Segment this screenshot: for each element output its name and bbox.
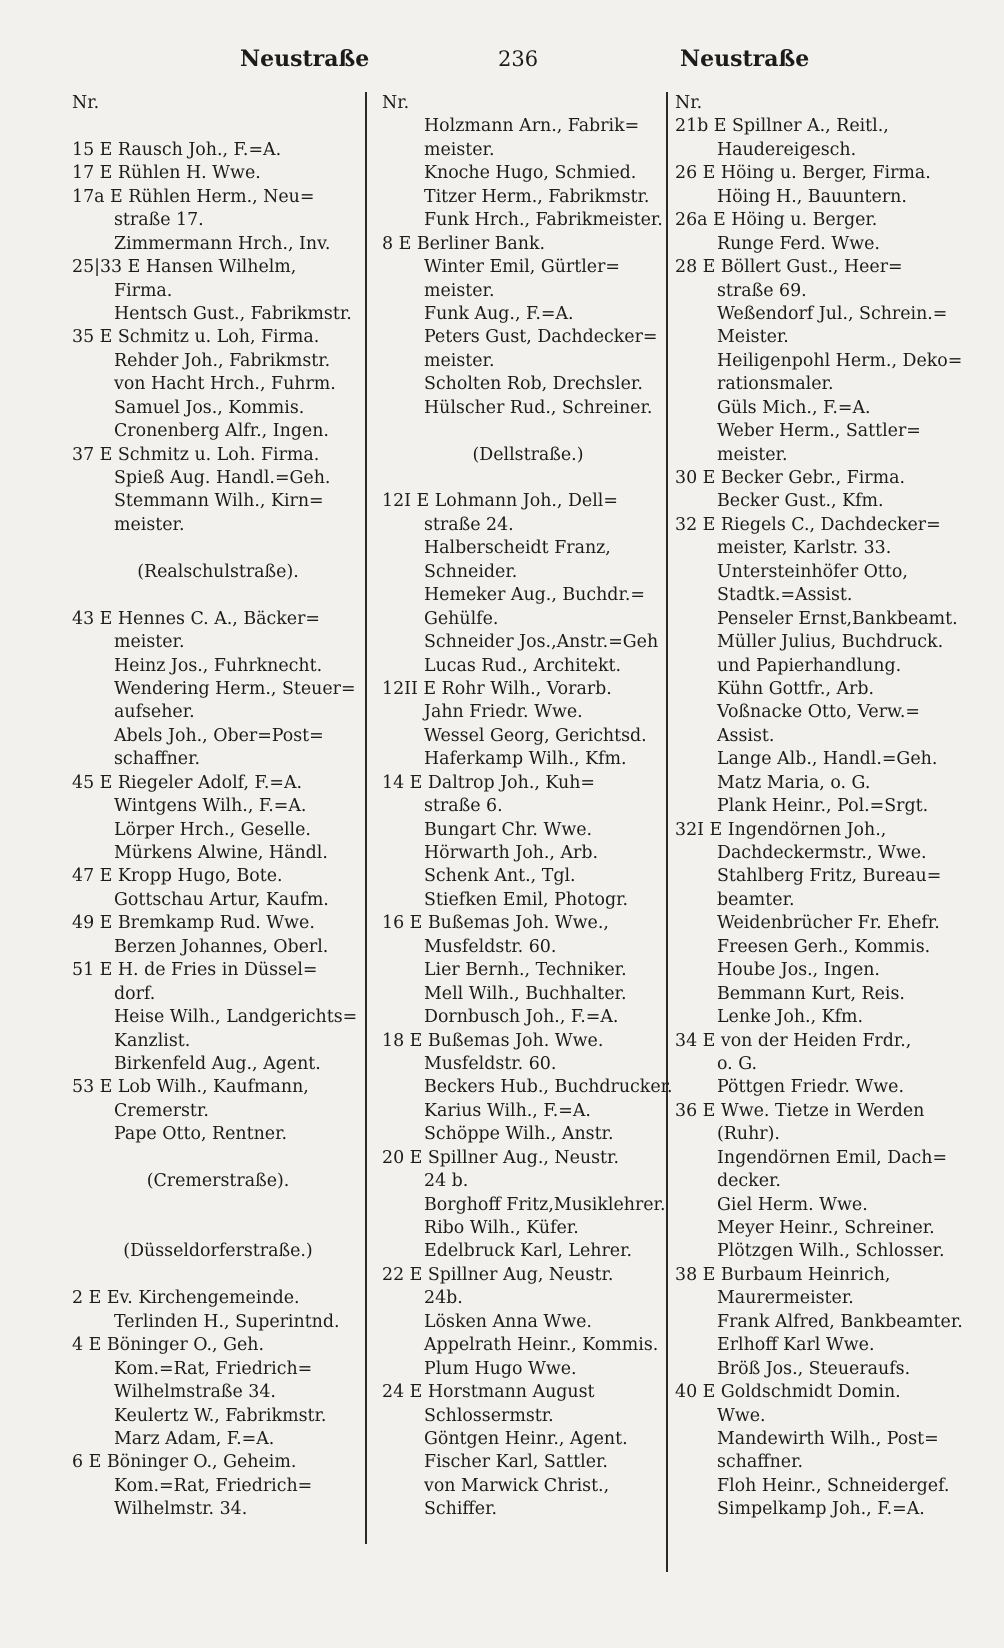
resident-line: meister. xyxy=(424,139,495,160)
resident-line: straße 17. xyxy=(114,210,204,231)
house-entry: 17a E Rühlen Herm., Neu= xyxy=(72,186,315,207)
house-entry: 47 E Kropp Hugo, Bote. xyxy=(72,866,283,887)
resident-line: Titzer Herm., Fabrikmstr. xyxy=(424,186,650,207)
resident-line: Pöttgen Friedr. Wwe. xyxy=(717,1077,904,1098)
house-entry: 30 E Becker Gebr., Firma. xyxy=(675,468,905,488)
house-entry: 49 E Bremkamp Rud. Wwe. xyxy=(72,913,315,934)
resident-line: Lange Alb., Handl.=Geh. xyxy=(717,749,938,770)
spacer xyxy=(72,537,364,560)
house-entry: 6 E Böninger O., Geheim. xyxy=(72,1452,297,1473)
resident-line: Bemmann Kurt, Reis. xyxy=(717,983,905,1004)
resident-line: Erlhoff Karl Wwe. xyxy=(717,1335,875,1356)
house-entry: 36 E Wwe. Tietze in Werden xyxy=(675,1100,925,1121)
column-label: Nr. xyxy=(72,93,100,113)
resident-line: Beckers Hub., Buchdrucker. xyxy=(424,1077,673,1098)
resident-line: Kühn Gottfr., Arb. xyxy=(717,678,875,699)
resident-line: schaffner. xyxy=(114,749,201,770)
resident-line: Lucas Rud., Architekt. xyxy=(424,655,622,676)
resident-line: Göntgen Heinr., Agent. xyxy=(424,1428,628,1449)
resident-line: Floh Heinr., Schneidergef. xyxy=(717,1475,950,1496)
house-entry: 32I E Ingendörnen Joh., xyxy=(675,819,887,840)
resident-line: Weßendorf Jul., Schrein.= xyxy=(717,303,948,324)
house-entry: 26a E Höing u. Berger. xyxy=(675,210,878,231)
resident-line: Becker Gust., Kfm. xyxy=(717,491,884,512)
resident-line: 24b. xyxy=(424,1288,463,1309)
resident-line: straße 24. xyxy=(424,514,514,535)
resident-line: meister. xyxy=(114,632,185,653)
resident-line: Appelrath Heinr., Kommis. xyxy=(424,1335,659,1356)
resident-line: Kom.=Rat, Friedrich= xyxy=(114,1358,313,1379)
resident-line: meister. xyxy=(424,280,495,301)
resident-line: Ingendörnen Emil, Dach= xyxy=(717,1147,948,1168)
resident-line: beamter. xyxy=(717,889,795,910)
house-entry: 25|33 E Hansen Wilhelm, xyxy=(72,257,297,278)
house-entry: 12I E Lohmann Joh., Dell= xyxy=(382,491,618,512)
resident-line: Knoche Hugo, Schmied. xyxy=(424,163,637,184)
resident-line: Haudereigesch. xyxy=(717,139,857,160)
house-entry: 53 E Lob Wilh., Kaufmann, xyxy=(72,1077,309,1098)
resident-line: Freesen Gerh., Kommis. xyxy=(717,936,931,957)
spacer xyxy=(382,467,674,490)
resident-line: Schlossermstr. xyxy=(424,1405,554,1426)
resident-line: Meister. xyxy=(717,327,789,348)
resident-line: straße 6. xyxy=(424,796,503,817)
resident-line: decker. xyxy=(717,1171,781,1192)
resident-line: Hemeker Aug., Buchdr.= xyxy=(424,585,645,606)
house-entry: 2 E Ev. Kirchengemeinde. xyxy=(72,1288,300,1309)
column-rule-1 xyxy=(365,92,367,1544)
house-entry: 45 E Riegeler Adolf, F.=A. xyxy=(72,772,303,793)
resident-line: Cremerstr. xyxy=(114,1100,209,1121)
resident-line: Lier Bernh., Techniker. xyxy=(424,960,627,981)
running-head-right: Neustraße xyxy=(680,46,810,72)
resident-line: Wendering Herm., Steuer= xyxy=(114,678,356,699)
resident-line: Ribo Wilh., Küfer. xyxy=(424,1218,579,1238)
spacer xyxy=(382,420,674,443)
resident-line: schaffner. xyxy=(717,1452,804,1473)
resident-line: Lösken Anna Wwe. xyxy=(424,1311,592,1332)
resident-line: meister, Karlstr. 33. xyxy=(717,538,892,559)
resident-line: Weidenbrücher Fr. Ehefr. xyxy=(717,913,940,934)
resident-line: Lörper Hrch., Geselle. xyxy=(114,819,311,840)
resident-line: Musfeldstr. 60. xyxy=(424,936,557,957)
house-entry: 38 E Burbaum Heinrich, xyxy=(675,1264,891,1285)
resident-line: Wilhelmstraße 34. xyxy=(114,1382,276,1403)
resident-line: meister. xyxy=(424,350,495,371)
spacer xyxy=(72,1147,364,1170)
resident-line: Firma. xyxy=(114,280,173,301)
resident-line: Terlinden H., Superintnd. xyxy=(114,1311,340,1332)
resident-line: Mell Wilh., Buchhalter. xyxy=(424,983,627,1004)
running-head-left: Neustraße xyxy=(240,46,370,72)
resident-line: Samuel Jos., Kommis. xyxy=(114,397,305,418)
resident-line: Cronenberg Alfr., Ingen. xyxy=(114,421,329,442)
resident-line: Karius Wilh., F.=A. xyxy=(424,1100,591,1121)
spacer xyxy=(72,1217,364,1240)
house-entry: 12II E Rohr Wilh., Vorarb. xyxy=(382,678,612,699)
street-heading: (Dellstraße.) xyxy=(472,444,584,465)
resident-line: und Papierhandlung. xyxy=(717,655,902,676)
resident-line: Birkenfeld Aug., Agent. xyxy=(114,1053,321,1074)
resident-line: Stahlberg Fritz, Bureau= xyxy=(717,866,942,887)
resident-line: 24 b. xyxy=(424,1171,469,1192)
resident-line: Plank Heinr., Pol.=Srgt. xyxy=(717,796,929,817)
resident-line: Gottschau Artur, Kaufm. xyxy=(114,889,329,910)
resident-line: Müller Julius, Buchdruck. xyxy=(717,632,944,653)
street-heading: (Realschulstraße). xyxy=(137,561,299,582)
resident-line: Heinz Jos., Fuhrknecht. xyxy=(114,655,323,676)
house-entry: 15 E Rausch Joh., F.=A. xyxy=(72,139,282,160)
resident-line: Wilhelmstr. 34. xyxy=(114,1499,248,1520)
resident-line: Güls Mich., F.=A. xyxy=(717,397,871,418)
resident-line: Stiefken Emil, Photogr. xyxy=(424,889,629,910)
resident-line: Bungart Chr. Wwe. xyxy=(424,819,593,840)
resident-line: Schöppe Wilh., Anstr. xyxy=(424,1124,614,1145)
house-entry: 37 E Schmitz u. Loh. Firma. xyxy=(72,444,320,465)
resident-line: Edelbruck Karl, Lehrer. xyxy=(424,1241,632,1262)
resident-line: Keulertz W., Fabrikmstr. xyxy=(114,1405,327,1426)
house-entry: 32 E Riegels C., Dachdecker= xyxy=(675,514,941,535)
resident-line: von Marwick Christ., xyxy=(424,1475,610,1496)
resident-line: Penseler Ernst,Bankbeamt. xyxy=(717,608,958,629)
house-entry: 14 E Daltrop Joh., Kuh= xyxy=(382,772,595,793)
spacer xyxy=(72,584,364,607)
spacer xyxy=(72,1264,364,1287)
page-number: 236 xyxy=(498,47,539,71)
resident-line: straße 69. xyxy=(717,280,807,301)
house-entry: 17 E Rühlen H. Wwe. xyxy=(72,163,261,184)
resident-line: Maurermeister. xyxy=(717,1288,854,1309)
resident-line: Voßnacke Otto, Verw.= xyxy=(717,702,920,723)
resident-line: rationsmaler. xyxy=(717,374,834,395)
resident-line: Matz Maria, o. G. xyxy=(717,772,871,793)
house-entry: 40 E Goldschmidt Domin. xyxy=(675,1382,901,1403)
house-entry: 28 E Böllert Gust., Heer= xyxy=(675,257,903,278)
resident-line: Giel Herm. Wwe. xyxy=(717,1194,868,1215)
resident-line: Stemmann Wilh., Kirn= xyxy=(114,491,324,512)
house-entry: 16 E Bußemas Joh. Wwe., xyxy=(382,913,609,934)
house-entry: 20 E Spillner Aug., Neustr. xyxy=(382,1147,619,1168)
resident-line: Hülscher Rud., Schreiner. xyxy=(424,397,653,418)
street-heading: (Cremerstraße). xyxy=(146,1171,290,1192)
resident-line: Kanzlist. xyxy=(114,1030,191,1051)
resident-line: meister. xyxy=(114,514,185,535)
resident-line: Heiligenpohl Herm., Deko= xyxy=(717,350,963,371)
resident-line: Dachdeckermstr., Wwe. xyxy=(717,843,927,863)
resident-line: Peters Gust, Dachdecker= xyxy=(424,327,658,348)
resident-line: Halberscheidt Franz, xyxy=(424,538,611,559)
resident-line: Schneider Jos.,Anstr.=Geh xyxy=(424,632,659,653)
resident-line: Mürkens Alwine, Händl. xyxy=(114,843,328,863)
resident-line: aufseher. xyxy=(114,702,195,723)
resident-line: Rehder Joh., Fabrikmstr. xyxy=(114,350,331,371)
resident-line: Meyer Heinr., Schreiner. xyxy=(717,1218,935,1238)
resident-line: Wessel Georg, Gerichtsd. xyxy=(424,725,647,746)
resident-line: Holzmann Arn., Fabrik= xyxy=(424,116,640,137)
resident-line: Abels Joh., Ober=Post= xyxy=(114,725,324,746)
resident-line: Simpelkamp Joh., F.=A. xyxy=(717,1499,925,1520)
house-entry: 21b E Spillner A., Reitl., xyxy=(675,116,889,137)
spacer xyxy=(72,115,364,138)
resident-line: Runge Ferd. Wwe. xyxy=(717,233,880,254)
resident-line: Musfeldstr. 60. xyxy=(424,1053,557,1074)
spacer xyxy=(72,1194,364,1217)
resident-line: Plötzgen Wilh., Schlosser. xyxy=(717,1241,945,1262)
resident-line: Hentsch Gust., Fabrikmstr. xyxy=(114,303,352,324)
resident-line: Borghoff Fritz,Musiklehrer. xyxy=(424,1194,666,1215)
resident-line: Mandewirth Wilh., Post= xyxy=(717,1428,939,1449)
resident-line: Heise Wilh., Landgerichts= xyxy=(114,1007,358,1028)
resident-line: Schneider. xyxy=(424,561,518,582)
house-entry: 8 E Berliner Bank. xyxy=(382,233,546,254)
resident-line: Fischer Karl, Sattler. xyxy=(424,1452,608,1473)
house-entry: 24 E Horstmann August xyxy=(382,1382,595,1403)
house-entry: 18 E Bußemas Joh. Wwe. xyxy=(382,1030,604,1051)
resident-line: Hörwarth Joh., Arb. xyxy=(424,843,598,863)
house-entry: 43 E Hennes C. A., Bäcker= xyxy=(72,608,320,629)
resident-line: Lenke Joh., Kfm. xyxy=(717,1007,864,1028)
resident-line: Funk Hrch., Fabrikmeister. xyxy=(424,210,663,231)
resident-line: Funk Aug., F.=A. xyxy=(424,303,574,324)
resident-line: Wintgens Wilh., F.=A. xyxy=(114,796,307,817)
resident-line: Frank Alfred, Bankbeamter. xyxy=(717,1311,963,1332)
house-entry: 35 E Schmitz u. Loh, Firma. xyxy=(72,327,320,348)
resident-line: Hoube Jos., Ingen. xyxy=(717,960,880,981)
resident-line: Berzen Johannes, Oberl. xyxy=(114,936,329,957)
resident-line: Höing H., Bauuntern. xyxy=(717,186,907,207)
house-entry: 22 E Spillner Aug, Neustr. xyxy=(382,1264,614,1285)
resident-line: Zimmermann Hrch., Inv. xyxy=(114,233,331,254)
resident-line: Weber Herm., Sattler= xyxy=(717,421,921,442)
resident-line: Jahn Friedr. Wwe. xyxy=(424,702,583,723)
resident-line: Gehülfe. xyxy=(424,608,499,629)
resident-line: Schenk Ant., Tgl. xyxy=(424,866,576,887)
resident-line: von Hacht Hrch., Fuhrm. xyxy=(114,374,336,395)
resident-line: o. G. xyxy=(717,1053,758,1074)
resident-line: Plum Hugo Wwe. xyxy=(424,1358,577,1379)
resident-line: Bröß Jos., Steueraufs. xyxy=(717,1358,911,1379)
column-label: Nr. xyxy=(382,93,410,113)
house-entry: 4 E Böninger O., Geh. xyxy=(72,1335,265,1356)
resident-line: Pape Otto, Rentner. xyxy=(114,1124,287,1145)
resident-line: Assist. xyxy=(717,725,775,746)
directory-column-2 xyxy=(382,92,674,1522)
house-entry: 26 E Höing u. Berger, Firma. xyxy=(675,163,931,184)
directory-column-3 xyxy=(675,92,975,1522)
resident-line: Untersteinhöfer Otto, xyxy=(717,561,908,582)
resident-line: Winter Emil, Gürtler= xyxy=(424,257,620,278)
house-entry: 34 E von der Heiden Frdr., xyxy=(675,1030,912,1051)
resident-line: dorf. xyxy=(114,983,156,1004)
resident-line: Scholten Rob, Drechsler. xyxy=(424,374,643,395)
column-label: Nr. xyxy=(675,93,703,113)
resident-line: Wwe. xyxy=(717,1405,766,1426)
directory-column-1 xyxy=(72,92,364,1522)
resident-line: Dornbusch Joh., F.=A. xyxy=(424,1007,619,1028)
resident-line: Marz Adam, F.=A. xyxy=(114,1428,275,1449)
house-entry: 51 E H. de Fries in Düssel= xyxy=(72,960,318,981)
resident-line: Kom.=Rat, Friedrich= xyxy=(114,1475,313,1496)
street-heading: (Düsseldorferstraße.) xyxy=(123,1241,313,1262)
resident-line: (Ruhr). xyxy=(717,1124,780,1145)
resident-line: Spieß Aug. Handl.=Geh. xyxy=(114,468,331,488)
resident-line: meister. xyxy=(717,444,788,465)
resident-line: Stadtk.=Assist. xyxy=(717,585,853,606)
resident-line: Schiffer. xyxy=(424,1499,497,1520)
resident-line: Haferkamp Wilh., Kfm. xyxy=(424,749,627,770)
